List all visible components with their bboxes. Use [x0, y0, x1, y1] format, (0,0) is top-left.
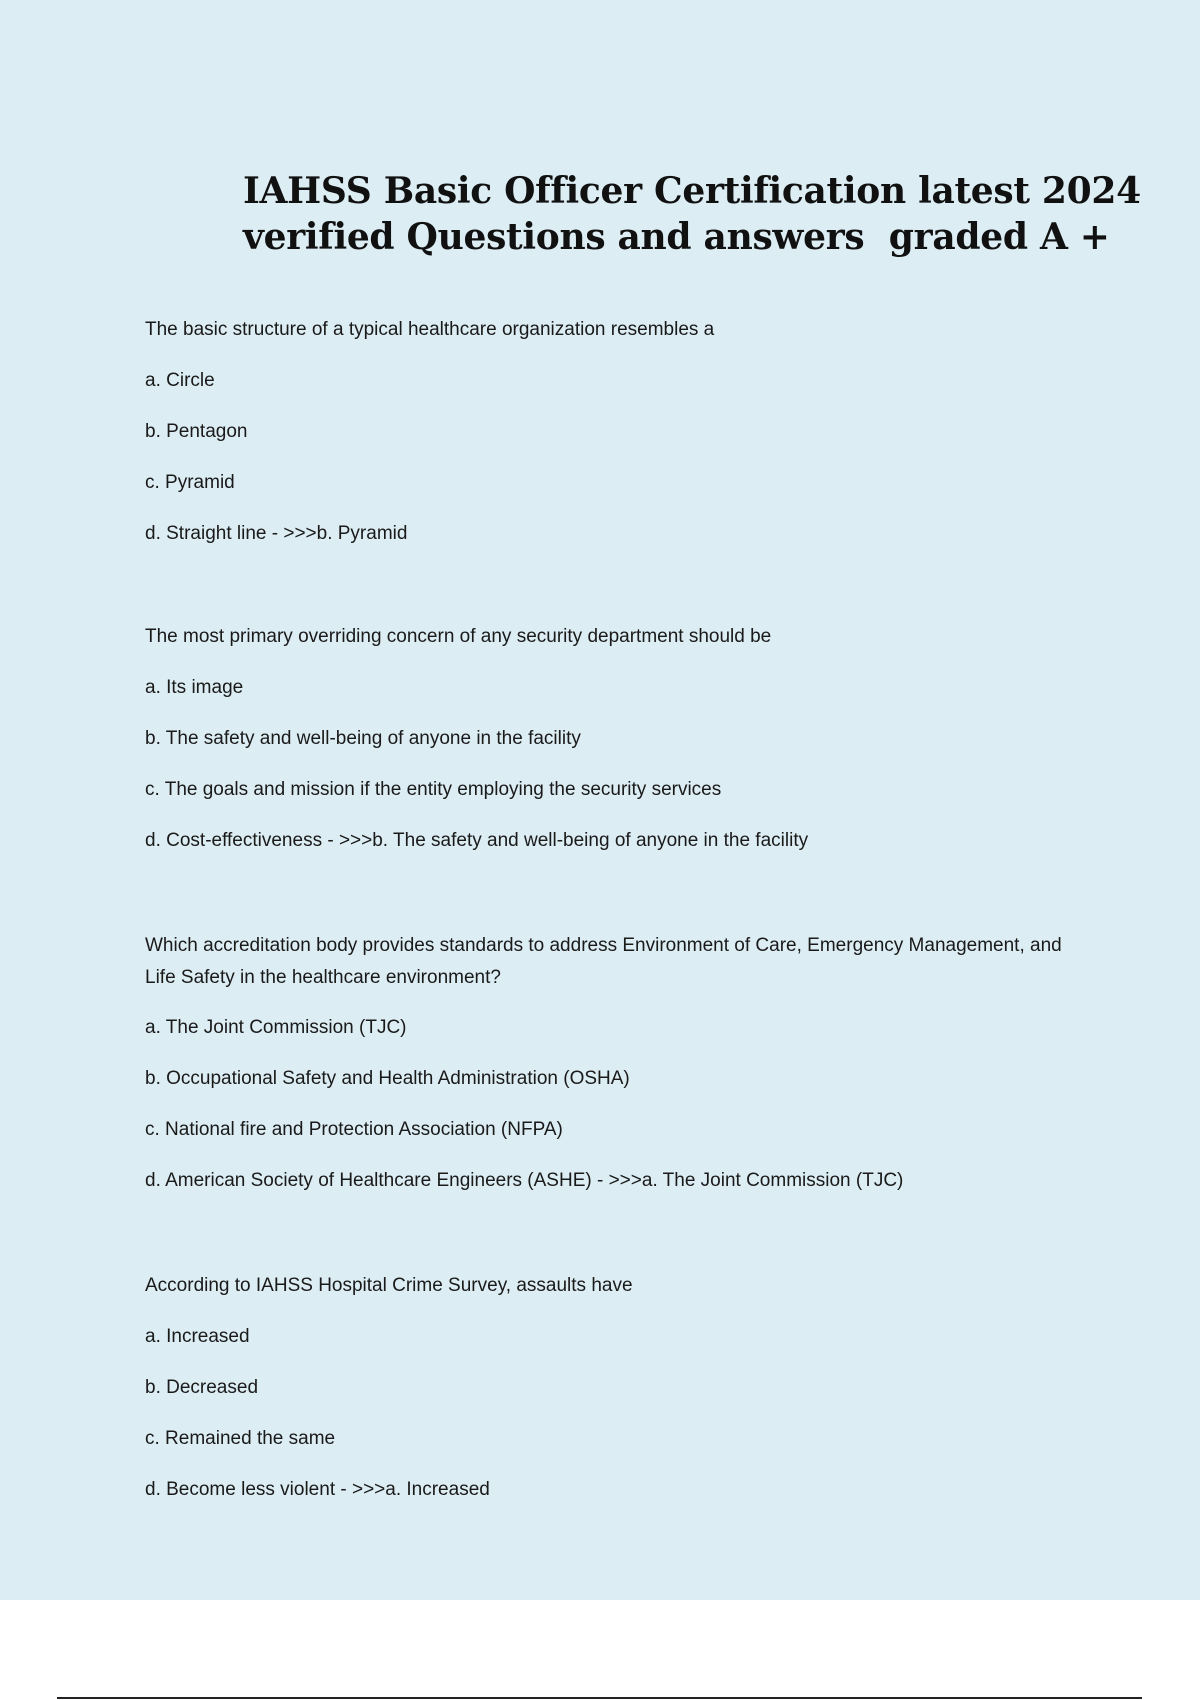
footer-divider	[57, 1697, 1142, 1699]
question-block-1	[145, 314, 1095, 550]
answer-option: c. Remained the same	[145, 1428, 336, 1449]
question-text: The most primary overriding concern of any security department should be	[145, 626, 772, 647]
answer-option: a. Circle	[145, 370, 215, 391]
answer-option: b. Occupational Safety and Health Administration (OSHA)	[145, 1068, 630, 1089]
answer-option: b. The safety and well-being of anyone in the facility	[145, 728, 581, 749]
question-text: According to IAHSS Hospital Crime Survey, assaults have	[145, 1275, 633, 1296]
document-title	[243, 168, 1141, 260]
question-block-3	[145, 930, 1095, 1197]
answer-option-with-key: d. Cost-effectiveness - >>>b. The safety and well-being of anyone in the facility	[145, 830, 809, 851]
title-line-2: verified Questions and answers graded A +	[243, 216, 1110, 258]
answer-option-with-key: d. American Society of Healthcare Engineers (ASHE) - >>>a. The Joint Commission (TJC)	[145, 1170, 904, 1191]
question-block-2	[145, 621, 1095, 857]
answer-option: a. Increased	[145, 1326, 250, 1347]
answer-option: a. The Joint Commission (TJC)	[145, 1017, 407, 1038]
answer-option: a. Its image	[145, 677, 244, 698]
title-line-1: IAHSS Basic Officer Certification latest 2024	[243, 170, 1141, 212]
answer-option: b. Pentagon	[145, 421, 248, 442]
answer-option: c. The goals and mission if the entity employing the security services	[145, 779, 722, 800]
answer-option-with-key: d. Become less violent - >>>a. Increased	[145, 1479, 490, 1500]
question-text: The basic structure of a typical healthcare organization resembles a	[145, 319, 715, 340]
answer-option-with-key: d. Straight line - >>>b. Pyramid	[145, 523, 408, 544]
question-block-4	[145, 1270, 1095, 1506]
answer-option: b. Decreased	[145, 1377, 259, 1398]
question-text: Which accreditation body provides standards to address Environment of Care, Emergency Management, and Life Safety in the healthcare environment?	[145, 935, 1062, 988]
answer-option: c. National fire and Protection Association (NFPA)	[145, 1119, 563, 1140]
answer-option: c. Pyramid	[145, 472, 235, 493]
